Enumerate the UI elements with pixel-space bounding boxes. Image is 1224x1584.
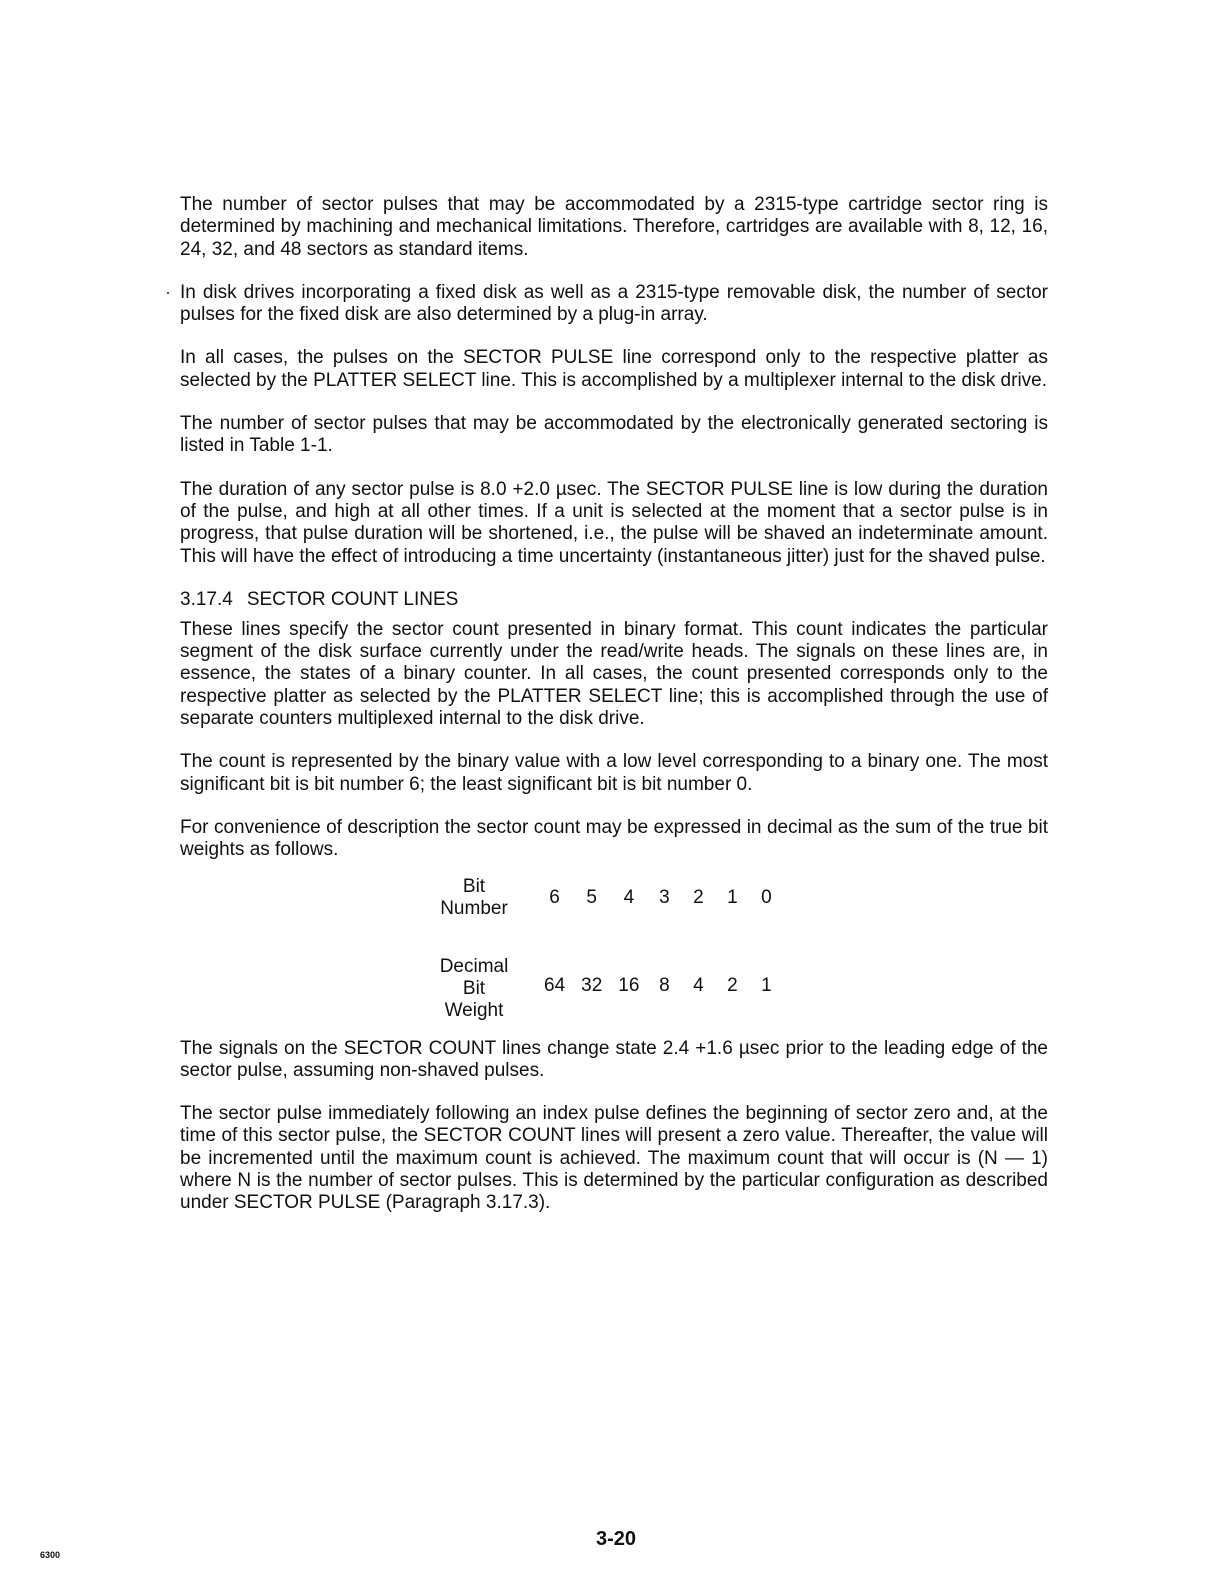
bit-number-row <box>434 876 783 950</box>
paragraph-state-change: The signals on the SECTOR COUNT lines change state 2.4 +1.6 µsec prior to the leading edge of the sector pulse, assuming non-shaved pulses. <box>180 1037 1048 1081</box>
bit-number-cell: 3 <box>659 886 670 908</box>
paragraph-sector-zero: The sector pulse immediately following an index pulse defines the beginning of sector zero and, at the time of this sector pulse, the SECTOR COUNT lines will present a zero value. Thereafter, the value will be incremented until the maximum count is achieved. The maximum count that will occur is (N — 1) where N is the number of sector pulses. This is determined by the particular configuration as described under SECTOR PULSE (Paragraph 3.17.3). <box>180 1103 1048 1214</box>
section-heading <box>180 589 1048 611</box>
bit-number-cell: 5 <box>586 886 597 908</box>
paragraph-cartridge-sectors: The number of sector pulses that may be accommodated by a 2315-type cartridge sector ring is determined by machining and mechanical limitations. Therefore, cartridges are available with 8, 12, 16, 24, 32, and 48 sectors as standard items. <box>180 194 1048 260</box>
bit-weight-cell: 2 <box>727 974 738 996</box>
bit-number-cell: 2 <box>693 886 704 908</box>
document-body <box>180 194 1048 1236</box>
bit-number-cell: 6 <box>549 886 560 908</box>
bit-number-cell: 0 <box>761 886 772 908</box>
document-code: 6300 <box>40 1550 61 1560</box>
section-number: 3.17.4 <box>180 588 233 610</box>
bit-weight-label: Decimal Bit Weight <box>439 955 509 1021</box>
section-title: SECTOR COUNT LINES <box>246 588 459 610</box>
bit-weight-cell: 1 <box>761 974 772 996</box>
paragraph-platter-select: In all cases, the pulses on the SECTOR PULSE line correspond only to the respective platter as selected by the PLATTER SELECT line. This is accomplished by a multiplexer internal to the disk drive. <box>180 347 1048 391</box>
bit-number-label: Bit Number <box>440 875 508 919</box>
scan-speck <box>167 292 169 294</box>
bit-weight-cell: 16 <box>618 974 640 996</box>
bit-number-cell: 4 <box>623 886 635 908</box>
paragraph-sector-count-lines: These lines specify the sector count presented in binary format. This count indicates the particular segment of the disk surface currently under the read/write heads. The signals on these lines are, in essence, the states of a binary counter. In all cases, the count presented corresponds only to the respective platter as selected by the PLATTER SELECT line; this is accomplished through the use of separate counters multiplexed internal to the disk drive. <box>180 618 1048 730</box>
paragraph-fixed-disk: In disk drives incorporating a fixed disk as well as a 2315-type removable disk, the number of sector pulses for the fixed disk are also determined by a plug-in array. <box>180 281 1048 326</box>
bit-weight-cell: 32 <box>581 974 603 996</box>
paragraph-electronic-sectoring: The number of sector pulses that may be accommodated by the electronically generated sectoring is listed in Table 1-1. <box>180 413 1048 457</box>
bit-weight-cell: 4 <box>693 974 704 996</box>
paragraph-pulse-duration: The duration of any sector pulse is 8.0 +2.0 µsec. The SECTOR PULSE line is low during the duration of the pulse, and high at all other times. If a unit is selected at the moment that a sector pulse is in progress, that pulse duration will be shortened, i.e., the pulse will be shaved an indeterminate amount. This will have the effect of introducing a time uncertainty (instantaneous jitter) just for the shaved pulse. <box>180 478 1048 567</box>
bit-weight-cell: 8 <box>659 974 670 996</box>
paragraph-binary-value: The count is represented by the binary value with a low level corresponding to a binary one. The most significant bit is bit number 6; the least significant bit is bit number 0. <box>180 751 1048 795</box>
paragraph-convenience: For convenience of description the sector count may be expressed in decimal as the sum of the true bit weights as follows. <box>180 816 1048 861</box>
bit-number-cell: 1 <box>727 886 738 908</box>
bit-weight-cell: 64 <box>544 974 566 996</box>
bit-weight-table <box>434 876 783 1022</box>
bit-weight-row <box>434 950 783 1022</box>
page-number: 3-20 <box>596 1528 637 1550</box>
